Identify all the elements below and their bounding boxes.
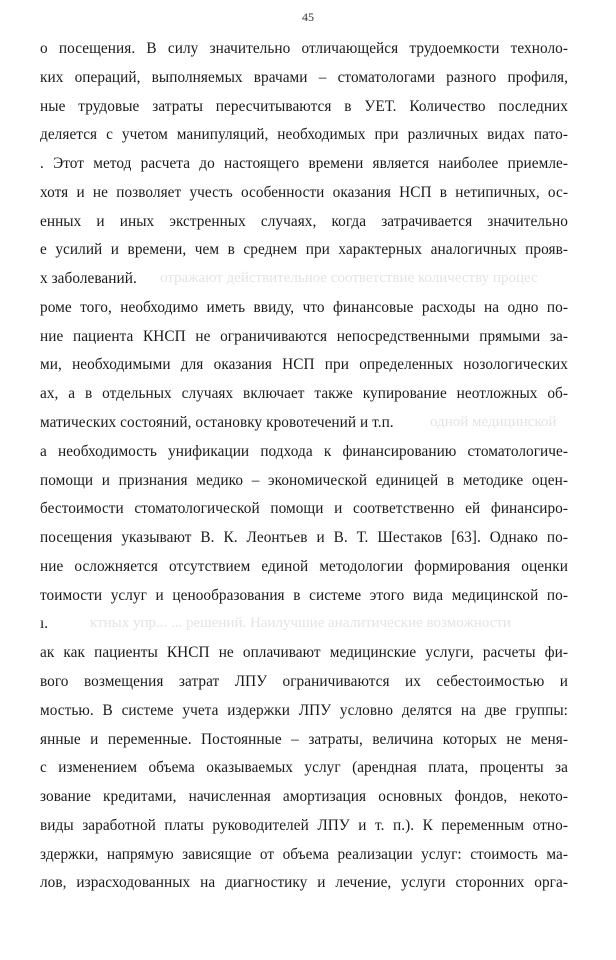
bleed-through-text: одной медицинской (430, 414, 557, 430)
paragraph-line: х заболеваний. (40, 270, 137, 287)
paragraph-line: . Этот метод расчета до настоящего времени является наиболее приемле- (40, 155, 568, 172)
bleed-through-text: ктных упр... ... решений. Наилучшие аналитические возможности (90, 615, 511, 631)
paragraph-line: ние осложняется отсутствием единой методологии формирования оценки (40, 558, 568, 575)
paragraph-line: матических состояний, остановку кровотечений и т.п. (40, 414, 394, 431)
paragraph-line: вого возмещения затрат ЛПУ ограничиваются их себестоимостью и (40, 673, 568, 690)
paragraph-line: тоимости услуг и ценообразования в системе этого вида медицинской по- (40, 587, 568, 604)
paragraph-line: роме того, необходимо иметь ввиду, что финансовые расходы на одно по- (40, 299, 568, 316)
paragraph-line: бестоимости стоматологической помощи и соответственно ей финансиро- (40, 500, 568, 517)
paragraph-line: помощи и признания медико – экономической единицей в методике оцен- (40, 472, 568, 489)
paragraph-line: хотя и не позволяет учесть особенности оказания НСП в нетипичных, ос- (40, 184, 568, 201)
bleed-through-text: отражают действительное соответствие количеству процес (160, 270, 538, 286)
paragraph-line: лов, израсходованных на диагностику и лечение, услуги сторонних орга- (40, 874, 568, 891)
paragraph-line: мостью. В системе учета издержки ЛПУ условно делятся на две группы: (40, 702, 568, 719)
paragraph-line: а необходимость унификации подхода к финансированию стоматологиче- (40, 443, 568, 460)
paragraph-line: деляется с учетом манипуляций, необходимых при различных видах пато- (40, 126, 568, 143)
paragraph-line: ные трудовые затраты пересчитываются в УЕТ. Количество последних (40, 98, 568, 115)
paragraph-line: ак как пациенты КНСП не оплачивают медицинские услуги, расчеты фи- (40, 644, 568, 661)
paragraph-line: зование кредитами, начисленная амортизация основных фондов, некото- (40, 788, 568, 805)
paragraph-line: с изменением объема оказываемых услуг (арендная плата, проценты за (40, 759, 568, 776)
paragraph-line: ние пациента КНСП не ограничиваются непосредственными прямыми за- (40, 328, 568, 345)
paragraph-line: ах, а в отдельных случаях включает также купирование неотложных об- (40, 385, 568, 402)
paragraph-line: енных и иных экстренных случаях, когда затрачивается значительно (40, 213, 568, 230)
paragraph-line: ких операций, выполняемых врачами – стоматологами разного профиля, (40, 69, 568, 86)
paragraph-line: здержки, напрямую зависящие от объема реализации услуг: стоимость ма- (40, 846, 568, 863)
paragraph-line: е усилий и времени, чем в среднем при характерных аналогичных прояв- (40, 241, 568, 258)
paragraph-line: виды заработной платы руководителей ЛПУ и т. п.). К переменным отно- (40, 817, 568, 834)
page-number: 45 (302, 10, 314, 24)
paragraph-line: ми, необходимыми для оказания НСП при определенных нозологических (40, 356, 568, 373)
paragraph-line: о посещения. В силу значительно отличающейся трудоемкости техноло- (40, 40, 568, 57)
paragraph-line: посещения указывают В. К. Леонтьев и В. Т. Шестаков [63]. Однако по- (40, 529, 568, 546)
paragraph-line: ı. (40, 615, 49, 632)
paragraph-line: янные и переменные. Постоянные – затраты, величина которых не меня- (40, 731, 568, 748)
